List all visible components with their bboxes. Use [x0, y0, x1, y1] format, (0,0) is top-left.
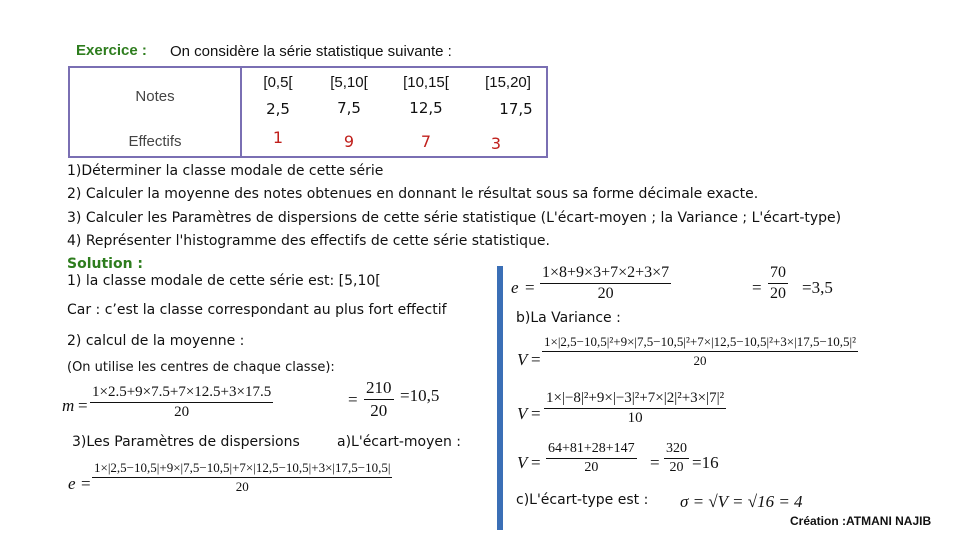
ecart-denominator-full: 20 — [235, 479, 249, 494]
variance-variable-3: V — [517, 453, 528, 472]
variance-fraction-1 — [542, 334, 858, 369]
variance-equals-4: = — [650, 453, 660, 472]
mean-variable: m — [62, 396, 75, 415]
effectif-3: 3 — [490, 134, 502, 153]
mean-numerator: 1×2.5+9×7.5+7×12.5+3×17.5 — [90, 384, 273, 403]
solution-reason: Car : c’est la classe correspondant au plus fort effectif — [67, 302, 447, 318]
variance-equals-2: = — [531, 404, 541, 423]
variance-denominator-2: 10 — [627, 410, 643, 426]
question-3: 3) Calculer les Paramètres de dispersions de cette série statistique (L'écart-moyen ; la Variance ; L'écart-type) — [67, 210, 842, 226]
question-2: 2) Calculer la moyenne des notes obtenues en donnant le résultat sous sa forme décimale exacte. — [67, 186, 759, 202]
variance-denominator-3: 20 — [584, 460, 599, 475]
ecart-equals-top: = — [525, 278, 535, 297]
class-0: [0,5[ — [263, 74, 293, 91]
variance-equals-1: = — [531, 350, 541, 369]
ecart-moyen-title: a)L'écart-moyen : — [337, 434, 462, 450]
class-2: [10,15[ — [403, 74, 449, 91]
exercise-label: Exercice : — [76, 42, 147, 59]
variance-numerator-3: 64+81+28+147 — [546, 441, 637, 459]
question-1: 1)Déterminer la classe modale de cette série — [67, 163, 384, 179]
variance-fraction-2 — [544, 390, 726, 427]
statistics-table — [68, 66, 548, 158]
exercise-intro: On considère la série statistique suivante : — [170, 43, 452, 60]
mean-result: =10,5 — [400, 386, 440, 405]
variance-denominator-1: 20 — [693, 353, 707, 368]
mean-note: (On utilise les centres de chaque classe): — [67, 360, 335, 375]
ecart-numerator-top-2: 70 — [768, 264, 788, 284]
ecart-denominator-top: 20 — [597, 285, 614, 302]
center-0: 2,5 — [266, 100, 290, 118]
mean-equals-2: = — [348, 390, 358, 409]
mean-title: 2) calcul de la moyenne : — [67, 333, 245, 349]
effectif-2: 7 — [420, 132, 432, 151]
ecart-fraction-top — [540, 264, 671, 303]
mean-fraction — [90, 384, 273, 421]
std-formula: σ = √V = √16 = 4 — [680, 492, 803, 511]
mean-numerator-2: 210 — [364, 378, 394, 400]
std-title: c)L'écart-type est : — [516, 492, 649, 508]
dispersion-title: 3)Les Paramètres de dispersions — [72, 434, 300, 450]
ecart-numerator-full: 1×|2,5−10,5|+9×|7,5−10,5|+7×|12,5−10,5|+3×|17,5−10,5| — [92, 460, 392, 478]
mean-equals: = — [78, 396, 88, 415]
center-1: 7,5 — [337, 99, 361, 117]
section-divider — [497, 266, 503, 530]
variance-title: b)La Variance : — [516, 310, 621, 326]
ecart-equals: = — [81, 474, 91, 493]
table-divider — [240, 68, 242, 156]
ecart-equals-top-2: = — [752, 278, 762, 297]
variance-numerator-4: 320 — [664, 441, 689, 459]
mean-denominator: 20 — [174, 404, 190, 420]
class-3: [15,20] — [485, 74, 531, 91]
ecart-numerator-top: 1×8+9×3+7×2+3×7 — [540, 264, 671, 284]
class-1: [5,10[ — [330, 74, 368, 91]
ecart-variable-top: e — [511, 278, 519, 297]
ecart-variable: e — [68, 474, 76, 493]
variance-equals-3: = — [531, 453, 541, 472]
row-label-effectifs: Effectifs — [128, 133, 182, 150]
center-2: 12,5 — [409, 99, 443, 117]
solution-label: Solution : — [67, 256, 144, 272]
ecart-fraction-full — [92, 460, 392, 495]
variance-numerator-2: 1×|−8|²+9×|−3|²+7×|2|²+3×|7|² — [544, 390, 726, 409]
solution-modal: 1) la classe modale de cette série est: [5,10[ — [67, 273, 381, 289]
ecart-fraction-top-2 — [768, 264, 788, 303]
variance-result: =16 — [692, 453, 719, 472]
mean-fraction-2 — [364, 378, 394, 421]
variance-denominator-4: 20 — [669, 460, 684, 475]
variance-fraction-3 — [546, 441, 637, 476]
ecart-result-top: =3,5 — [802, 278, 833, 297]
question-4: 4) Représenter l'histogramme des effectifs de cette série statistique. — [67, 233, 550, 249]
ecart-denominator-top-2: 20 — [770, 285, 786, 302]
variance-numerator-1: 1×|2,5−10,5|²+9×|7,5−10,5|²+7×|12,5−10,5|²+3×|17,5−10,5|² — [542, 334, 858, 352]
effectif-1: 9 — [343, 132, 355, 151]
center-3: 17,5 — [499, 100, 533, 118]
variance-variable-2: V — [517, 404, 528, 423]
row-label-notes: Notes — [135, 88, 175, 105]
variance-variable-1: V — [517, 350, 528, 369]
mean-denominator-2: 20 — [370, 401, 388, 420]
variance-fraction-4 — [664, 441, 689, 476]
author-credit: Création :ATMANI NAJIB — [790, 514, 932, 528]
effectif-0: 1 — [272, 128, 284, 147]
